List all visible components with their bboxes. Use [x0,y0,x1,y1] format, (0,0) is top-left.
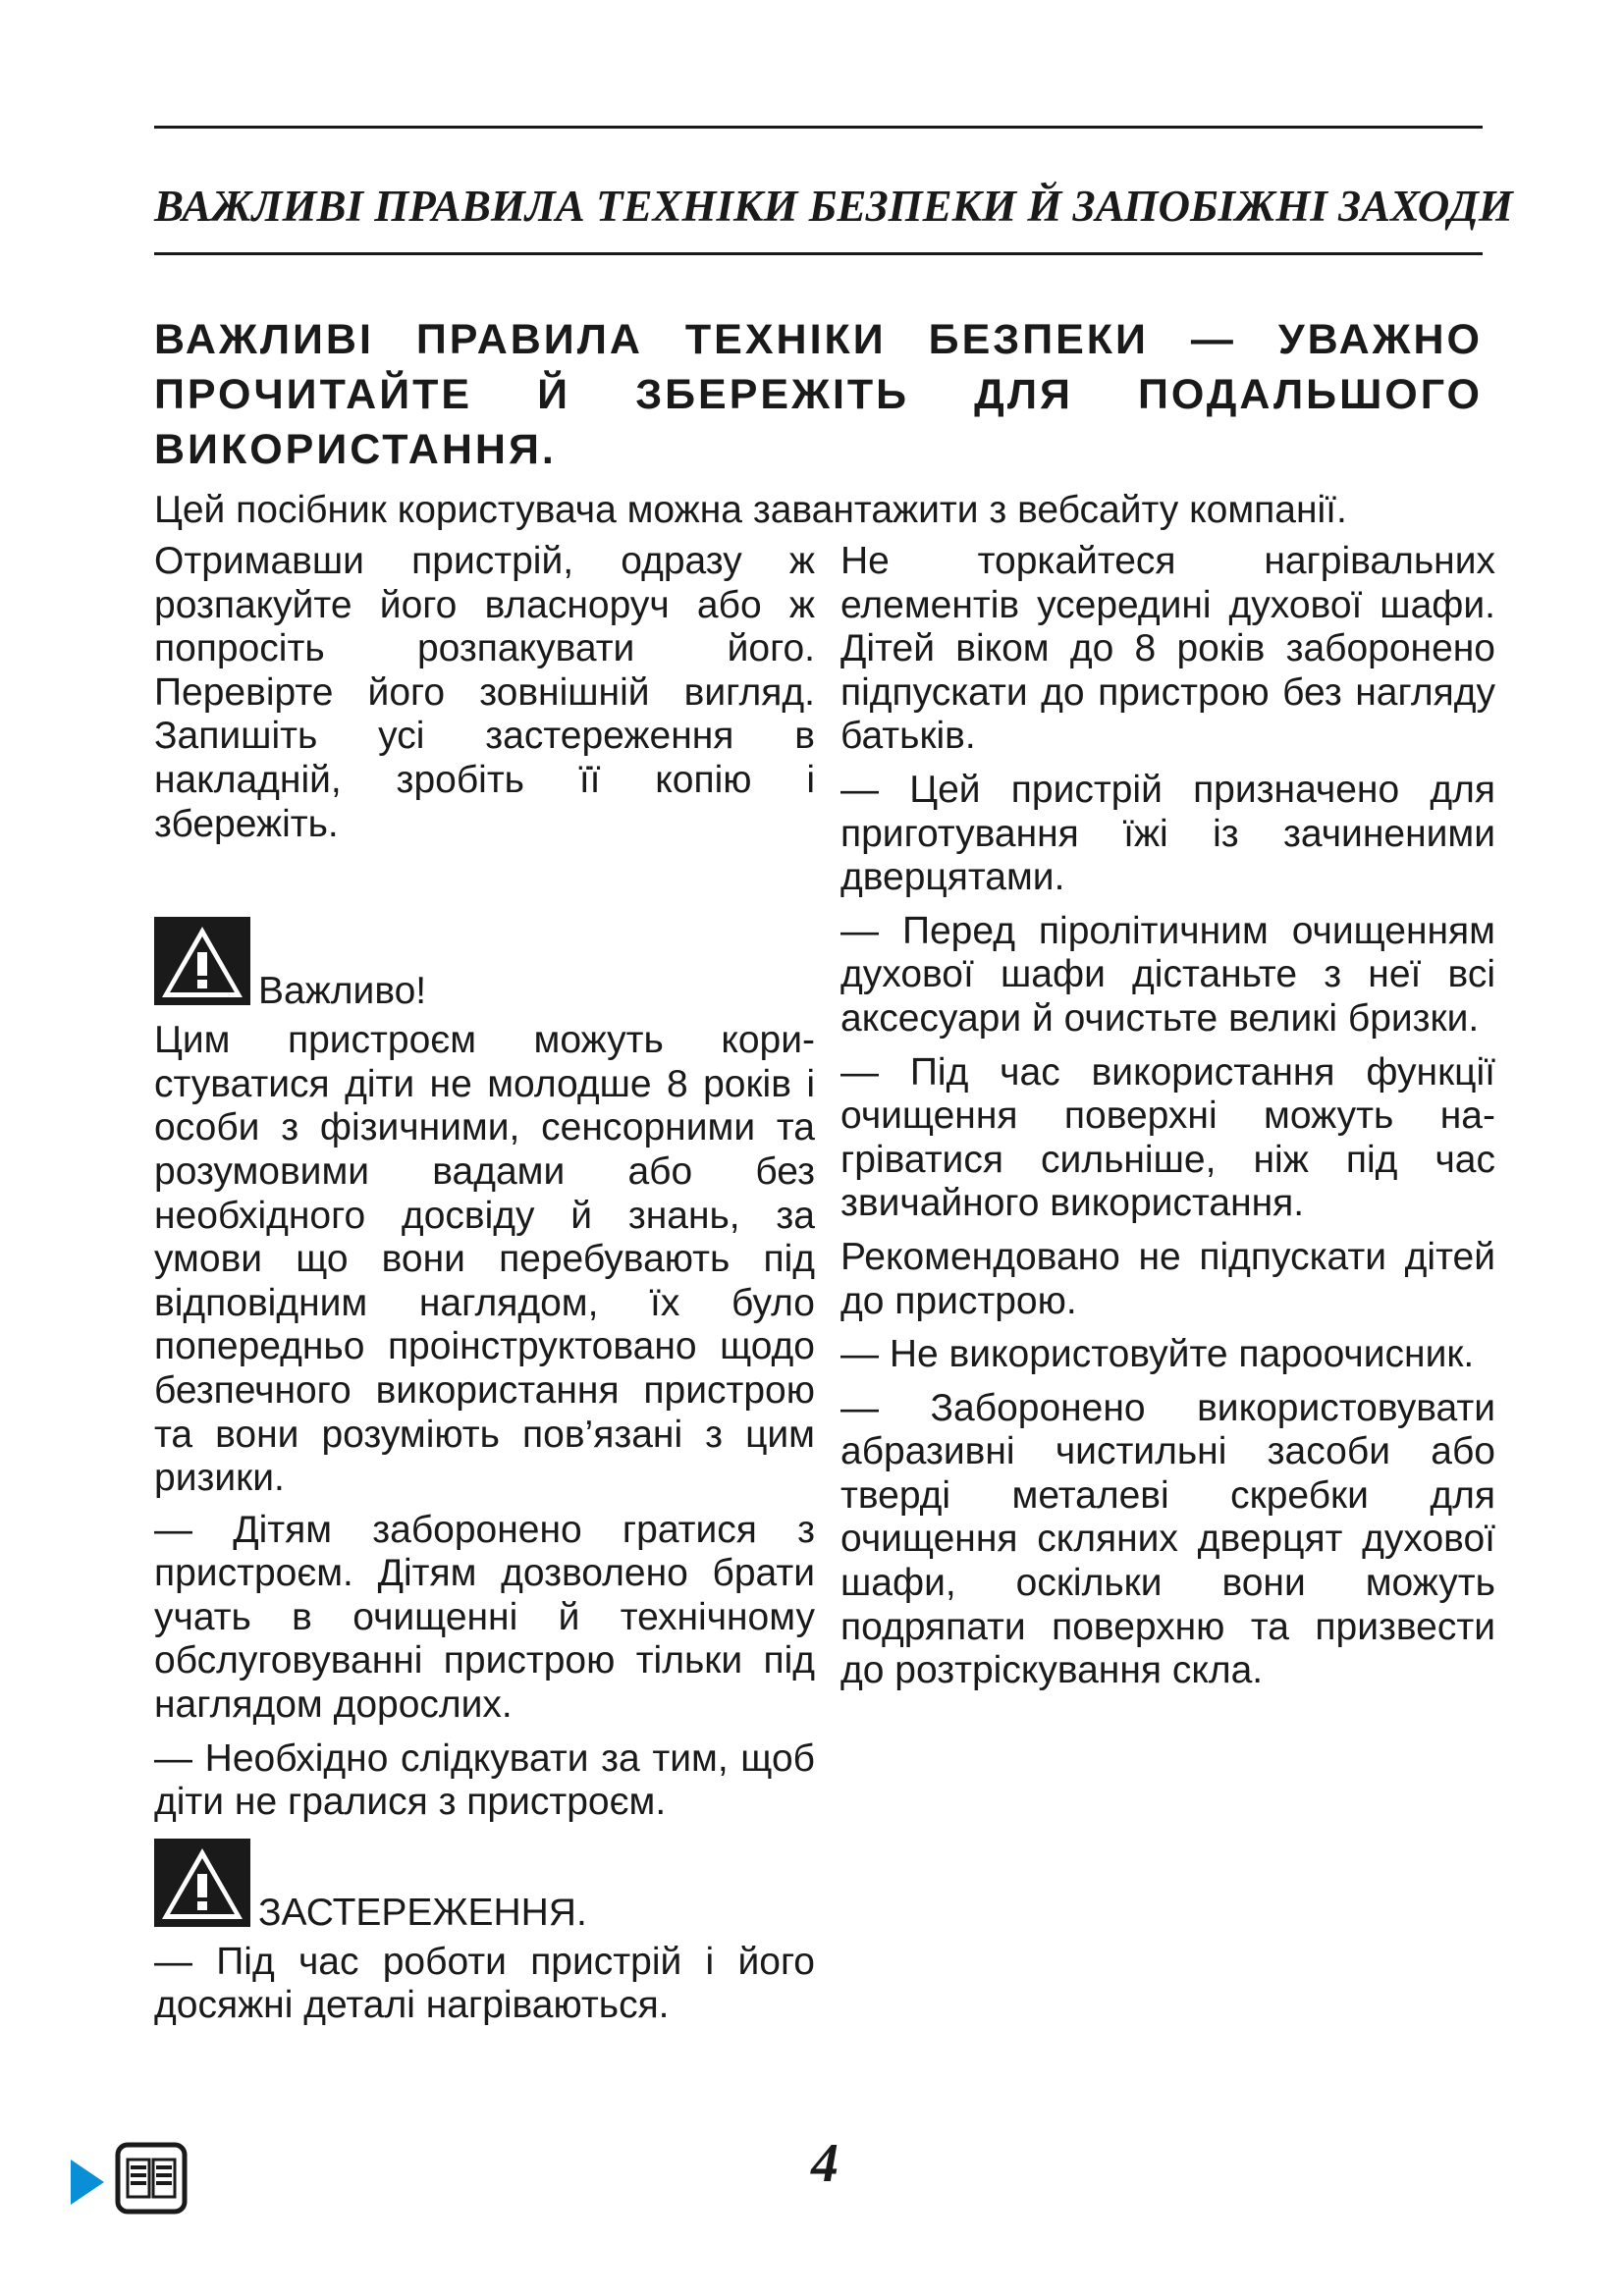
right-paragraph: — Заборонено використовувати абразивні чистильні засоби або тверді металеві скребки для очищення скляних дверцят духової шафи, оскільки вони можуть подряпати поверхню та призвести до розтріскування скла. [840,1386,1495,1692]
top-rule [154,126,1483,129]
warning-icon [154,917,250,1005]
play-arrow-icon[interactable] [71,2160,104,2205]
warning-icon [154,1839,250,1927]
children-play-paragraph: — Дітям заборонено гратися з пристроєм. Дітям дозволено брати учать в очищенні й технічному обслуговуванні пристрою тільки під наглядом дорослих. [154,1508,815,1727]
manual-book-icon[interactable] [115,2142,188,2215]
right-paragraph: — Цей пристрій призначено для приготування їжі із зачиненими дверцятами. [840,768,1495,899]
supervise-paragraph: — Необхідно слідкувати за тим, щоб діти не гралися з пристроєм. [154,1736,815,1824]
right-paragraph: Не торкайтеся нагрівальних елементів усередині духової шафи. Дітей віком до 8 років заборонено підпускати до пристрою без нагляду батьків. [840,540,1495,758]
caution-block [154,1839,815,1934]
important-paragraph: Цим пристроєм можуть користуватися діти не молодше 8 років і особи з фізичними, сенсорними та розумовими вадами або без необхідного досвіду й знань, за умови що вони перебувають під відповідним наглядом, їх було попередньо проінструктовано щодо безпечного використання пристрою та вони розуміють пов’язані з цим ризики. [154,1019,815,1500]
right-paragraph: Рекомендовано не підпускати дітей до пристрою. [840,1235,1495,1322]
left-column [154,540,815,2028]
right-paragraph: — Не використовуйте пароочисник. [840,1333,1475,1376]
page-number: 4 [811,2133,839,2194]
right-paragraph: — Перед піролітичним очищенням духової шафи дістаньте з неї всі аксесуари й очистьте великі бризки. [840,909,1495,1040]
important-label: Важливо! [258,970,427,1013]
running-header: ВАЖЛИВІ ПРАВИЛА ТЕХНІКИ БЕЗПЕКИ Й ЗАПОБІЖНІ ЗАХОДИ [154,182,1513,231]
important-block [154,917,815,1013]
caution-label: ЗАСТЕРЕЖЕННЯ. [258,1891,587,1934]
unpacking-paragraph: Отримавши пристрій, одразу ж розпакуйте його власноруч або ж попросіть розпакувати його. Перевірте його зовнішній вигляд. Запишіть усі застереження в накладній, зробіть її копію і збережіть. [154,540,815,845]
caution-paragraph: — Під час роботи пристрій і його досяжні деталі нагріваються. [154,1940,815,2027]
right-paragraph: — Під час використання функції очищення поверхні можуть нагріватися сильніше, ніж під час звичайного використання. [840,1050,1495,1225]
right-column [840,540,1495,1703]
header-rule [154,252,1483,255]
intro-text: Цей посібник користувача можна завантажити з вебсайту компанії. [154,489,1347,531]
main-heading: ВАЖЛИВІ ПРАВИЛА ТЕХНІКИ БЕЗПЕКИ — УВАЖНО ПРОЧИТАЙТЕ Й ЗБЕРЕЖІТЬ ДЛЯ ПОДАЛЬШОГО ВИКОРИСТАННЯ. [154,316,1483,473]
